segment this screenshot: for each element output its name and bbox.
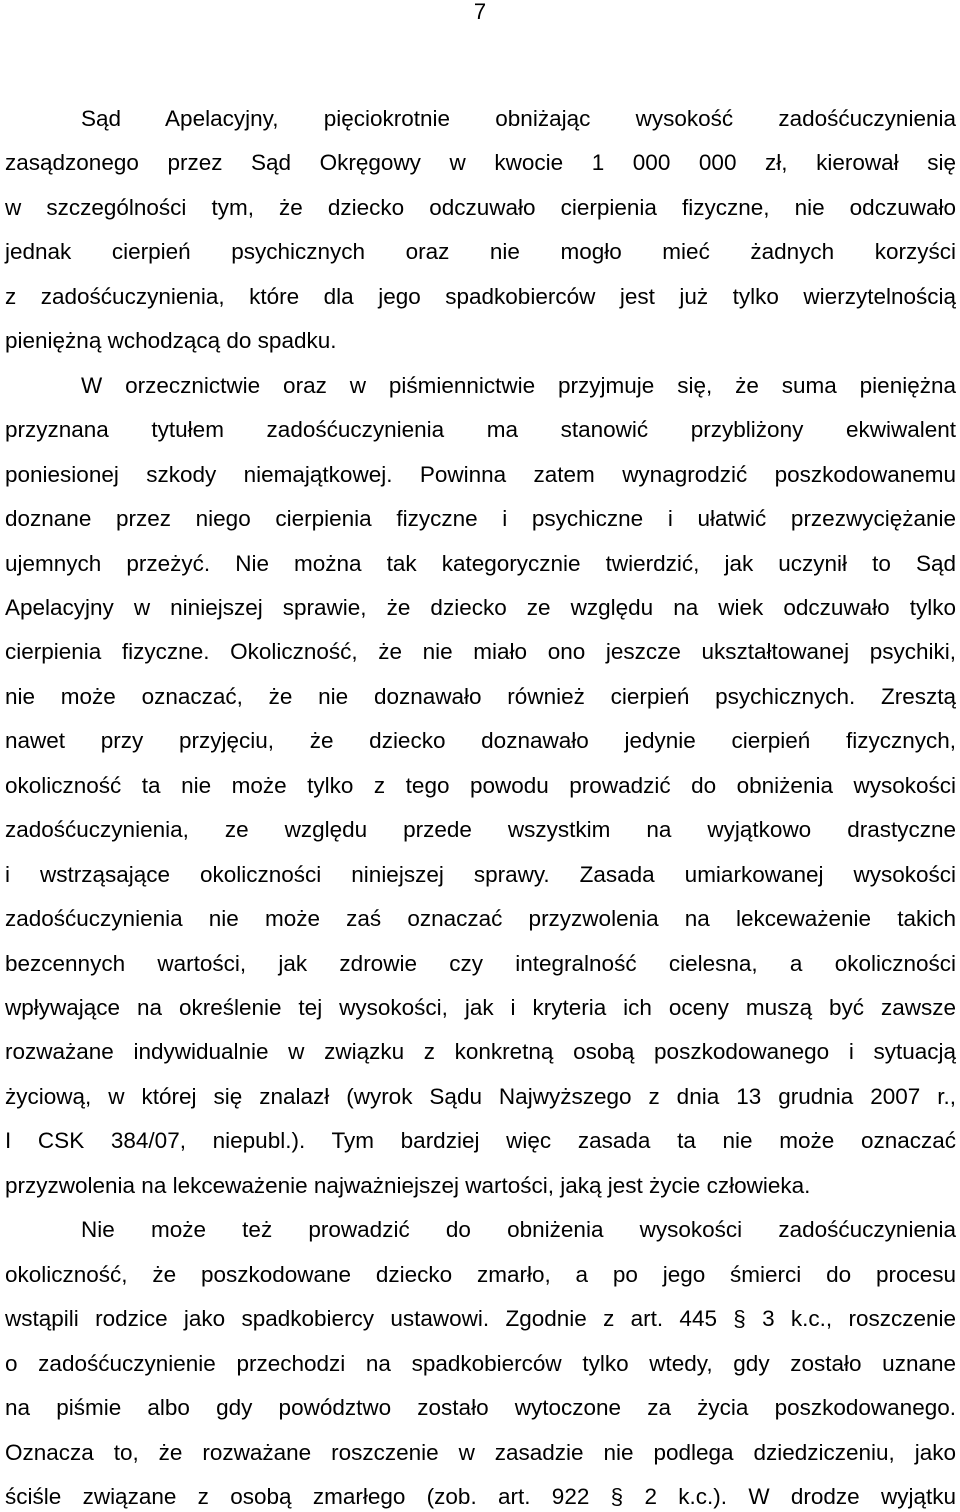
- text-line: okoliczność ta nie może tylko z tego powodu prowadzić do obniżenia wysokości: [5, 772, 956, 798]
- text-line: zasądzonego przez Sąd Okręgowy w kwocie 1 000 000 zł, kierował się: [5, 150, 956, 176]
- text-line: wpływające na określenie tej wysokości, jak i kryteria ich oceny muszą być zawsze: [5, 995, 956, 1020]
- text-line: pieniężną wchodzącą do spadku.: [5, 328, 337, 354]
- text-line: i wstrząsające okoliczności niniejszej sprawy. Zasada umiarkowanej wysokości: [5, 861, 956, 887]
- text-line: zadośćuczynienia nie może zaś oznaczać przyzwolenia na lekceważenie takich: [5, 906, 956, 932]
- text-line: zadośćuczynienia, ze względu przede wszystkim na wyjątkowo drastyczne: [5, 817, 956, 843]
- text-line: przyzwolenia na lekceważenie najważniejszej wartości, jaką jest życie człowieka.: [5, 1172, 811, 1198]
- text-line: cierpienia fizyczne. Okoliczność, że nie miało ono jeszcze ukształtowanej psychiki,: [5, 639, 956, 665]
- text-line: bezcennych wartości, jak zdrowie czy integralność cielesna, a okoliczności: [5, 950, 956, 976]
- text-line: jednak cierpień psychicznych oraz nie mogło mieć żadnych korzyści: [5, 239, 956, 265]
- text-line: W orzecznictwie oraz w piśmiennictwie przyjmuje się, że suma pieniężna: [81, 372, 956, 398]
- text-line: Sąd Apelacyjny, pięciokrotnie obniżając wysokość zadośćuczynienia: [81, 106, 956, 131]
- text-line: w szczególności tym, że dziecko odczuwało cierpienia fizyczne, nie odczuwało: [5, 194, 956, 220]
- page-number: 7: [473, 0, 487, 24]
- text-line: Nie może też prowadzić do obniżenia wysokości zadośćuczynienia: [81, 1217, 956, 1243]
- text-line: życiową, w której się znalazł (wyrok Sądu Najwyższego z dnia 13 grudnia 2007 r.,: [5, 1083, 956, 1109]
- text-line: ściśle związane z osobą zmarłego (zob. art. 922 § 2 k.c.). W drodze wyjątku: [5, 1483, 956, 1509]
- text-line: ujemnych przeżyć. Nie można tak kategorycznie twierdzić, jak uczynił to Sąd: [5, 550, 956, 576]
- text-line: przyznana tytułem zadośćuczynienia ma stanowić przybliżony ekwiwalent: [5, 417, 956, 443]
- text-line: rozważane indywidualnie w związku z konkretną osobą poszkodowanego i sytuacją: [5, 1039, 956, 1065]
- text-line: poniesionej szkody niemajątkowej. Powinna zatem wynagrodzić poszkodowanemu: [5, 461, 956, 487]
- text-line: z zadośćuczynienia, które dla jego spadkobierców jest już tylko wierzytelnością: [5, 283, 956, 309]
- text-line: doznane przez niego cierpienia fizyczne i psychiczne i ułatwić przezwyciężanie: [5, 506, 956, 532]
- text-line: nawet przy przyjęciu, że dziecko doznawało jedynie cierpień fizycznych,: [5, 728, 956, 754]
- text-line: wstąpili rodzice jako spadkobiercy ustawowi. Zgodnie z art. 445 § 3 k.c., roszczenie: [5, 1306, 956, 1332]
- text-line: na piśmie albo gdy powództwo zostało wytoczone za życia poszkodowanego.: [5, 1395, 956, 1421]
- text-line: o zadośćuczynienie przechodzi na spadkobierców tylko wtedy, gdy zostało uznane: [5, 1350, 956, 1376]
- text-line: Oznacza to, że rozważane roszczenie w zasadzie nie podlega dziedziczeniu, jako: [5, 1439, 956, 1465]
- text-line: Apelacyjny w niniejszej sprawie, że dziecko ze względu na wiek odczuwało tylko: [5, 594, 956, 620]
- text-line: okoliczność, że poszkodowane dziecko zmarło, a po jego śmierci do procesu: [5, 1261, 956, 1287]
- text-line: nie może oznaczać, że nie doznawało również cierpień psychicznych. Zresztą: [5, 683, 956, 709]
- text-line: I CSK 384/07, niepubl.). Tym bardziej więc zasada ta nie może oznaczać: [5, 1128, 956, 1154]
